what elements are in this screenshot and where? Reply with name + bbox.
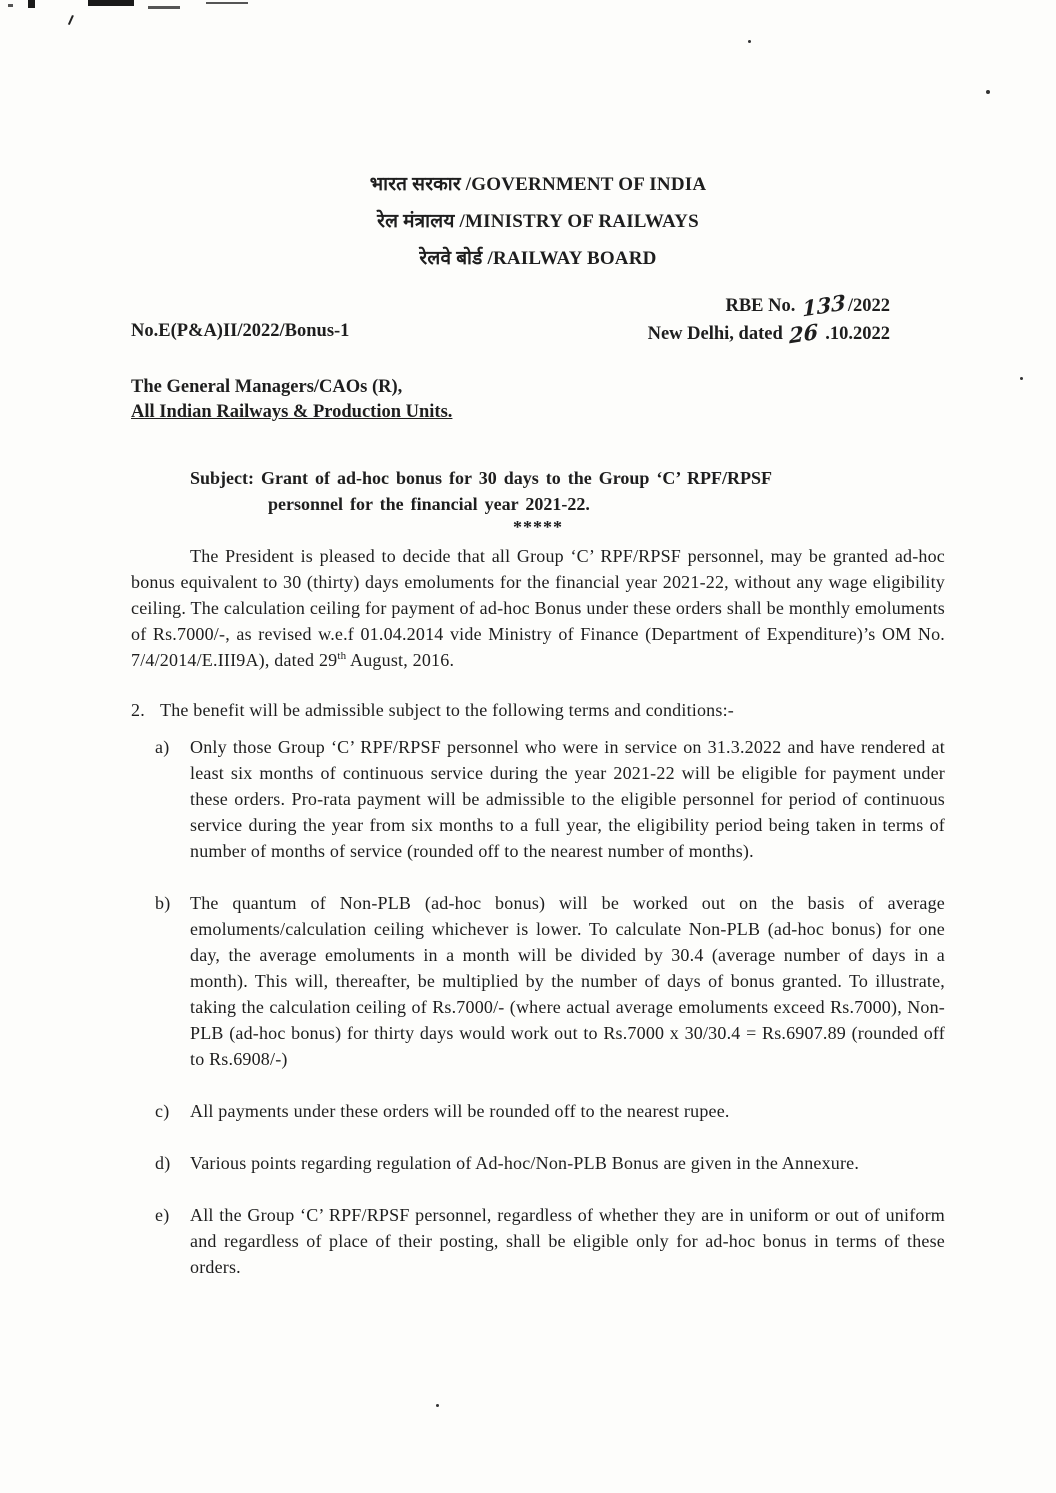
addressee-block [131,375,945,425]
point-2-number: 2. [131,700,145,720]
term-label-e: e) [155,1205,170,1225]
point-2-text: The benefit will be admissible subject to the following terms and conditions:- [160,700,734,720]
reference-row [131,319,945,347]
file-number: No.E(P&A)II/2022/Bonus-1 [131,321,350,341]
term-label-a: a) [155,737,170,757]
term-item-b [131,890,945,1072]
scan-artifact [88,0,134,6]
govt-of-india-heading: भारत सरकार /GOVERNMENT OF INDIA [369,174,707,195]
scan-artifact [1020,377,1023,380]
rbe-label: RBE No. [725,296,796,316]
term-text-a: Only those Group ‘C’ RPF/RPSF personnel who were in service on 31.3.2022 and have rendered at least six months of continuous service during the year 2021-22 will be eligible for payment under these orders. Pro-rata payment will be admissible to the eligible personnel for period of continuous service during the year from six months to a full year, the eligibility period being taken in terms of number of months of service (rounded off to the nearest number of months). [190,737,945,861]
term-text-b: The quantum of Non-PLB (ad-hoc bonus) will be worked out on the basis of average emoluments/calculation ceiling whichever is lower. To calculate Non-PLB (ad-hoc bonus) for one day, the average emoluments in a month will be divided by 30.4 (average number of days in a month). This will, thereafter, be multiplied by the number of days of bonus granted. To illustrate, taking the calculation ceiling of Rs.7000/- (where actual average emoluments exceed Rs.7000), Non-PLB (ad-hoc bonus) for thirty days would work out to Rs.7000 x 30/30.4 = Rs.6907.89 (rounded off to Rs.6908/-) [190,893,945,1069]
point-2 [131,697,945,723]
scan-artifact [8,4,13,7]
scan-artifact [986,90,990,94]
addressee-line-1: The General Managers/CAOs (R), [131,377,403,397]
subject-text-line-1: Grant of ad-hoc bonus for 30 days to the Group ‘C’ RPF/RPSF [261,468,773,488]
term-text-e: All the Group ‘C’ RPF/RPSF personnel, regardless of whether they are in uniform or out of uniform and regardless of place of their posting, shall be eligible only for ad-hoc bonus in terms of these orders. [190,1205,945,1277]
term-text-d: Various points regarding regulation of Ad-hoc/Non-PLB Bonus are given in the Annexure. [190,1153,860,1173]
term-item-a [131,734,945,864]
term-item-d [131,1150,945,1176]
scan-artifact [28,0,35,8]
ordinal-superscript: th [337,650,347,662]
dateline-prefix: New Delhi, dated [647,324,783,344]
term-text-c: All payments under these orders will be rounded off to the nearest rupee. [190,1101,730,1121]
letter-content [131,0,945,1280]
subject-block [190,465,945,517]
ministry-of-railways-heading: रेल मंत्रालय /MINISTRY OF RAILWAYS [377,211,699,232]
opening-paragraph-text: The President is pleased to decide that all Group ‘C’ RPF/RPSF personnel, may be granted ad-hoc bonus equivalent to 30 (thirty) days emoluments for the financial year 2021-22, without any wage eligibility ceiling. The calculation ceiling for payment of ad-hoc Bonus under these orders shall be monthly emoluments of Rs.7000/-, as revised w.e.f 01.04.2014 vide Ministry of Finance (Department of Expenditure)’s OM No. 7/4/2014/E.III9A), dated 29 [131,546,945,670]
date-day-handwritten: 26 [789,318,819,349]
asterisk-separator: ***** [513,517,563,537]
opening-paragraph-end: August, 2016. [346,650,455,670]
addressee-line-2: All Indian Railways & Production Units. [131,402,453,422]
term-label-c: c) [155,1101,170,1121]
scan-artifact [60,13,74,25]
subject-text-line-2: personnel for the financial year 2021-22. [268,494,590,514]
term-label-d: d) [155,1153,171,1173]
letterhead [131,166,945,277]
opening-paragraph [131,543,945,673]
rbe-number-line [131,289,945,322]
rbe-year: /2022 [847,296,890,316]
dateline [648,319,945,347]
railway-board-heading: रेलवे बोर्ड /RAILWAY BOARD [419,248,657,269]
term-label-b: b) [155,893,171,913]
rbe-number-handwritten: 133 [802,289,846,322]
scan-artifact [436,1404,439,1407]
terms-list [131,734,945,1280]
term-item-e [131,1202,945,1280]
subject-label: Subject: [190,468,254,488]
dateline-suffix: .10.2022 [825,324,890,344]
term-item-c [131,1098,945,1124]
